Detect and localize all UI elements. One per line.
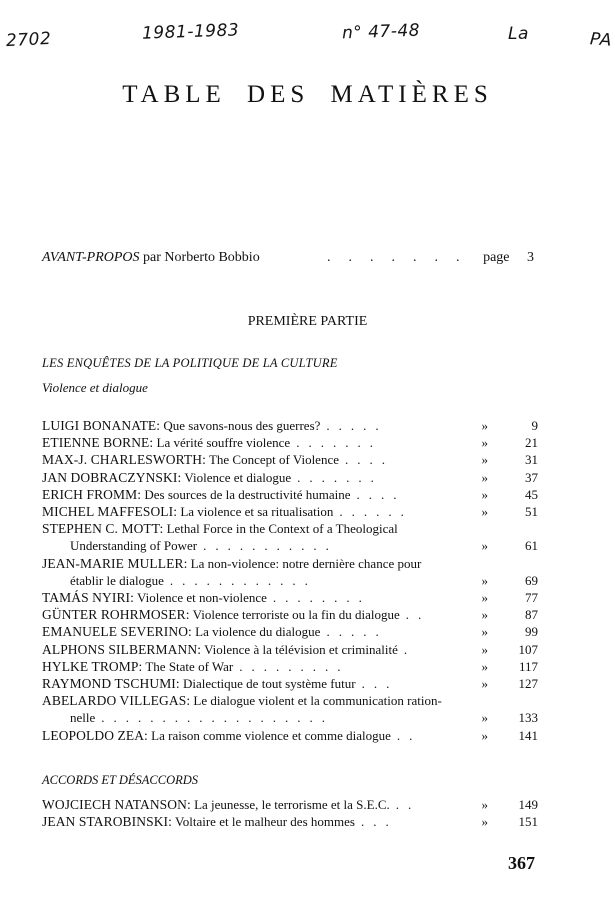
toc-page-number: 149 — [518, 797, 538, 812]
toc-title: La jeunesse, le terrorisme et la S.E.C. — [194, 797, 390, 812]
toc-page-number: 107 — [518, 641, 538, 657]
toc-page-number: 51 — [525, 504, 538, 520]
toc-entry-line — [42, 606, 538, 623]
toc-title: The State of War — [145, 658, 234, 674]
toc-entry-line — [42, 486, 538, 503]
toc-title: La non-violence: notre dernière chance pour — [190, 555, 422, 571]
toc-page-number: 77 — [525, 590, 538, 606]
toc-page-number: 31 — [525, 452, 538, 468]
page-title: TABLE DES MATIÈRES — [122, 80, 493, 108]
toc-author: LEOPOLDO ZEA: — [42, 727, 148, 743]
toc-author: TAMÁS NYIRI: — [42, 590, 134, 606]
toc-author: MICHEL MAFFESOLI: — [42, 504, 178, 520]
toc-entry-continuation — [42, 537, 538, 554]
toc-entry — [42, 434, 538, 451]
toc-author: JAN DOBRACZYNSKI: — [42, 469, 182, 485]
toc-title: Que savons-nous des guerres? — [163, 418, 321, 433]
toc-author: JEAN-MARIE MULLER: — [42, 555, 188, 571]
toc-ditto-mark: » — [481, 676, 488, 692]
toc-page-number: 133 — [518, 710, 538, 726]
toc-author: LUIGI BONANATE: — [42, 418, 161, 433]
toc-entry — [42, 486, 538, 503]
toc-entry-line — [42, 555, 538, 572]
toc-entry — [42, 589, 538, 606]
toc-entry-line — [42, 675, 538, 692]
toc-leader-dots: .. — [395, 797, 421, 812]
toc-entry-line — [42, 796, 538, 813]
toc-page-number: 9 — [531, 418, 538, 433]
toc-entry — [42, 623, 538, 640]
toc-title-continuation: Understanding of Power — [70, 538, 198, 554]
toc-entry — [42, 520, 538, 554]
toc-title-continuation: nelle — [70, 710, 96, 726]
toc-author: WOJCIECH NATANSON: — [42, 797, 191, 812]
toc-page-number: 99 — [525, 624, 538, 640]
toc-entry — [42, 451, 538, 468]
toc-page-number: 151 — [518, 814, 538, 830]
toc-ditto-mark: » — [481, 641, 488, 657]
toc-entry-line — [42, 813, 538, 830]
toc-entry-line — [42, 727, 538, 744]
toc-entry-continuation — [42, 572, 538, 589]
toc-leader-dots: ... — [360, 814, 398, 830]
toc-title: La vérité souffre violence — [156, 435, 291, 451]
toc-title: The Concept of Violence — [208, 452, 339, 468]
section-subtitle: Violence et dialogue — [42, 380, 148, 395]
toc-ditto-mark: » — [481, 504, 488, 520]
toc-page-number: 21 — [525, 435, 538, 451]
toc-entry-line — [42, 503, 538, 520]
toc-title: Des sources de la destructivité humaine — [144, 486, 351, 502]
toc-entry-line — [42, 692, 538, 709]
toc-leader-dots: .. — [396, 727, 422, 743]
toc-title: Lethal Force in the Context of a Theological — [166, 521, 398, 537]
page-number: 367 — [508, 853, 535, 873]
toc-entry-line — [42, 451, 538, 468]
toc-leader-dots: ..... — [326, 624, 388, 640]
toc-leader-dots: ......... — [239, 658, 350, 674]
toc-entry — [42, 469, 538, 486]
toc-ditto-mark: » — [481, 538, 488, 554]
avant-propos-page: page 3 — [483, 250, 534, 265]
toc-entry — [42, 606, 538, 623]
toc-author: ETIENNE BORNE: — [42, 435, 154, 451]
toc-ditto-mark: » — [481, 797, 488, 812]
toc-entry-line — [42, 434, 538, 451]
toc-leader-dots: ................... — [101, 710, 335, 726]
toc-entry — [42, 813, 538, 830]
toc-ditto-mark: » — [481, 590, 488, 606]
toc-entry-continuation — [42, 709, 538, 726]
toc-leader-dots: .. — [405, 607, 431, 623]
avant-propos-label: AVANT-PROPOS — [42, 250, 140, 265]
toc-entry — [42, 796, 538, 813]
toc-author: JEAN STAROBINSKI: — [42, 814, 173, 830]
section-title: LES ENQUÊTES DE LA POLITIQUE DE LA CULTURE — [42, 356, 338, 370]
toc-leader-dots: . — [403, 641, 417, 657]
toc-list-section-1 — [42, 417, 538, 744]
toc-entry — [42, 692, 538, 726]
toc-ditto-mark: » — [481, 814, 488, 830]
toc-ditto-mark: » — [481, 607, 488, 623]
toc-leader-dots: .... — [356, 486, 406, 502]
toc-title: Le dialogue violent et la communication ration- — [193, 693, 442, 709]
toc-title: Violence et dialogue — [184, 469, 292, 485]
toc-leader-dots: ....... — [297, 469, 383, 485]
toc-title: Dialectique de tout système futur — [183, 676, 356, 692]
handwritten-issue: n° 47-48 — [341, 20, 421, 44]
toc-entry-line — [42, 641, 538, 658]
toc-leader-dots: ............ — [169, 572, 317, 588]
toc-leader-dots: ........... — [203, 538, 338, 554]
avant-propos-leader: ....... — [327, 250, 478, 265]
toc-ditto-mark: » — [481, 710, 488, 726]
toc-entry-line — [42, 589, 538, 606]
toc-author: HYLKE TROMP: — [42, 658, 143, 674]
toc-entry — [42, 417, 538, 434]
handwritten-mark-2: PA — [589, 29, 613, 51]
toc-leader-dots: ...... — [339, 504, 413, 520]
toc-page-number: 45 — [525, 486, 538, 502]
toc-entry — [42, 675, 538, 692]
toc-title: Voltaire et le malheur des hommes — [175, 814, 355, 830]
toc-entry — [42, 727, 538, 744]
toc-ditto-mark: » — [481, 572, 488, 588]
toc-entry — [42, 555, 538, 589]
toc-entry-line — [42, 417, 538, 434]
toc-entry — [42, 658, 538, 675]
toc-author: ERICH FROMM: — [42, 486, 142, 502]
toc-list-section-2 — [42, 796, 538, 830]
toc-ditto-mark: » — [481, 624, 488, 640]
toc-title: La raison comme violence et comme dialogue — [151, 727, 391, 743]
toc-title-continuation: établir le dialogue — [70, 572, 164, 588]
part-title: PREMIÈRE PARTIE — [247, 314, 368, 329]
toc-ditto-mark: » — [481, 418, 488, 433]
toc-author: ALPHONS SILBERMANN: — [42, 641, 202, 657]
avant-propos-entry — [42, 250, 534, 266]
handwritten-years: 1981-1983 — [141, 20, 240, 44]
toc-entry — [42, 503, 538, 520]
toc-ditto-mark: » — [481, 486, 488, 502]
toc-page-number: 61 — [525, 538, 538, 554]
toc-entry-line — [42, 469, 538, 486]
toc-title: Violence terroriste ou la fin du dialogue — [192, 607, 400, 623]
toc-author: RAYMOND TSCHUMI: — [42, 676, 180, 692]
toc-author: EMANUELE SEVERINO: — [42, 624, 192, 640]
avant-propos-author: par Norberto Bobbio — [143, 250, 260, 265]
toc-ditto-mark: » — [481, 658, 488, 674]
toc-title: Violence à la télévision et criminalité — [204, 641, 398, 657]
toc-page-number: 127 — [518, 676, 538, 692]
toc-ditto-mark: » — [481, 435, 488, 451]
toc-leader-dots: .... — [345, 452, 394, 468]
toc-author: GÜNTER ROHRMOSER: — [42, 607, 190, 623]
toc-entry — [42, 641, 538, 658]
toc-page-number: 117 — [518, 658, 538, 674]
toc-entry-line — [42, 520, 538, 537]
toc-page-number: 141 — [518, 727, 538, 743]
toc-page-number: 69 — [525, 572, 538, 588]
toc-title: La violence et sa ritualisation — [180, 504, 334, 520]
toc-author: MAX-J. CHARLESWORTH: — [42, 452, 206, 468]
toc-leader-dots: ....... — [296, 435, 382, 451]
toc-title: La violence du dialogue — [195, 624, 321, 640]
toc-author: ABELARDO VILLEGAS: — [42, 693, 191, 709]
toc-leader-dots: ........ — [272, 590, 371, 606]
toc-author: STEPHEN C. MOTT: — [42, 521, 164, 537]
toc-page-number: 87 — [525, 607, 538, 623]
toc-entry-line — [42, 623, 538, 640]
toc-leader-dots: ..... — [326, 418, 388, 433]
toc-title: Violence et non-violence — [137, 590, 267, 606]
toc-ditto-mark: » — [481, 469, 488, 485]
toc-ditto-mark: » — [481, 727, 488, 743]
toc-leader-dots: ... — [361, 676, 399, 692]
handwritten-ref: 2702 — [5, 28, 52, 52]
toc-ditto-mark: » — [481, 452, 488, 468]
section-title-2: ACCORDS ET DÉSACCORDS — [42, 773, 199, 787]
toc-entry-line — [42, 658, 538, 675]
handwritten-mark-1: La — [508, 24, 529, 44]
toc-page-number: 37 — [525, 469, 538, 485]
